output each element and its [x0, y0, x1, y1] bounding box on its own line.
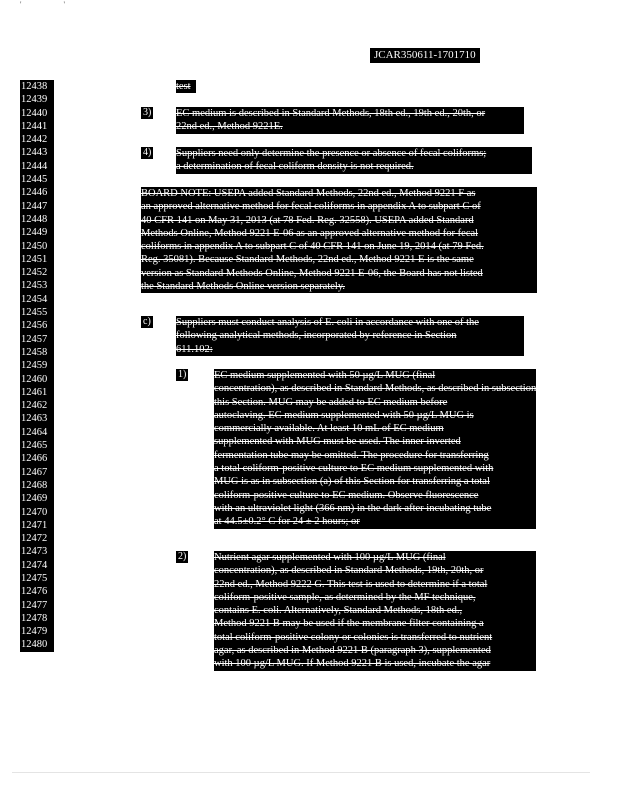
- line-number: 12480: [21, 639, 48, 651]
- line-number: 12472: [21, 533, 48, 545]
- text-line: a determination of fecal coliform density is not required.: [176, 161, 414, 173]
- text-line: coliform-positive culture to EC medium. Observe fluorescence: [214, 489, 479, 501]
- text-line: an approved alternative method for fecal coliforms in appendix A to subpart C of: [141, 201, 481, 213]
- line-number: 12445: [21, 174, 48, 186]
- text-line: Nutrient agar supplemented with 100 µg/L MUG (final: [214, 552, 446, 563]
- line-number-column: [20, 80, 54, 652]
- line-number: 12461: [21, 386, 48, 398]
- text-line: Reg. 35081). Because Standard Methods, 22nd ed., Method 9221 E is the same: [141, 254, 474, 266]
- line-number: 12468: [21, 479, 48, 491]
- line-number: 12477: [21, 599, 48, 611]
- item-marker-c: c): [143, 316, 151, 327]
- text-line: with 100 µg/L MUG. If Method 9221 B is used, incubate the agar: [214, 658, 491, 670]
- text-line: with an ultraviolet light (366 nm) in the dark after incubating tube: [214, 502, 492, 514]
- text-block-item-4: [176, 147, 532, 174]
- text-line: 22nd ed., Method 9222 G. This test is used to determine if a total: [214, 578, 488, 590]
- line-number: 12465: [21, 440, 48, 452]
- text-line: total coliform-positive colony or colonies is transferred to nutrient: [214, 631, 493, 643]
- line-number: 12451: [21, 253, 48, 265]
- line-number: 12466: [21, 453, 48, 465]
- line-number: 12455: [21, 307, 48, 319]
- line-number: 12470: [21, 506, 48, 518]
- board-note-block: [141, 187, 537, 293]
- text-line: Method 9221 B may be used if the membrane filter containing a: [214, 618, 484, 630]
- line-number: 12438: [21, 81, 48, 92]
- text-line: contains E. coli. Alternatively, Standard Methods, 18th ed.,: [214, 605, 463, 617]
- line-number: 12467: [21, 466, 48, 478]
- line-number: 12446: [21, 187, 48, 199]
- text-block-item-2: [214, 551, 536, 671]
- line-number: 12448: [21, 213, 48, 225]
- text-line: commercially available. At least 10 mL of EC medium: [214, 423, 444, 435]
- text-line: coliforms in appendix A to subpart C of 40 CFR 141 on June 19, 2014 (at 79 Fed.: [141, 241, 484, 253]
- text-line: coliform-positive sample, as determined by the MF technique,: [214, 591, 476, 603]
- line-number: 12473: [21, 546, 48, 558]
- text-line: MUG is as in subsection (a) of this Section for transferring a total: [214, 476, 490, 488]
- line-number: 12475: [21, 572, 48, 584]
- line-number: 12441: [21, 120, 48, 132]
- text-line: a total coliform-positive culture to EC medium supplemented with: [214, 463, 494, 475]
- text-line: EC medium supplemented with 50 µg/L MUG (final: [214, 370, 436, 381]
- item-marker-2: 2): [178, 551, 187, 562]
- page-bottom-rule: [12, 772, 590, 773]
- line-number: 12471: [21, 519, 48, 531]
- text-line: concentration), as described in Standard Methods, as described in subsection (b)(1) of: [214, 383, 575, 395]
- text-line: Suppliers must conduct analysis of E. coli in accordance with one of the: [176, 317, 479, 328]
- text-block-test: [176, 80, 196, 93]
- line-number: 12476: [21, 586, 48, 598]
- line-number: 12450: [21, 240, 48, 252]
- text-line: version as Standard Methods Online, Method 9221 E-06, the Board has not listed: [141, 267, 483, 279]
- text-block-item-3: [176, 107, 524, 134]
- line-number: 12440: [21, 107, 48, 119]
- line-number: 12447: [21, 200, 48, 212]
- text-line: 22nd ed., Method 9221E.: [176, 121, 283, 133]
- line-number: 12439: [21, 94, 48, 106]
- line-number: 12456: [21, 320, 48, 332]
- line-number: 12463: [21, 413, 48, 425]
- item-marker-4: 4): [143, 147, 152, 158]
- text-line: following analytical methods, incorporated by reference in Section: [176, 330, 457, 342]
- line-number: 12453: [21, 280, 48, 292]
- text-line: 611.102:: [176, 343, 213, 355]
- text-line: Methods Online, Method 9221 E-06 as an approved alternative method for fecal: [141, 227, 479, 239]
- text-block-item-1: [214, 369, 575, 529]
- line-number: 12469: [21, 493, 48, 505]
- text-line: at 44.5±0.2° C for 24 ± 2 hours; or: [214, 516, 360, 528]
- line-number: 12449: [21, 227, 48, 239]
- item-marker-1: 1): [178, 369, 187, 380]
- text-line: supplemented with MUG must be used. The inner inverted: [214, 436, 461, 448]
- text-line: test: [176, 81, 191, 92]
- text-block-item-c: [176, 316, 524, 356]
- scan-artifact-dots: ' ': [20, 0, 85, 9]
- text-line: concentration), as described in Standard Methods, 19th, 20th, or: [214, 565, 484, 577]
- line-number: 12444: [21, 160, 48, 172]
- text-line: fermentation tube may be omitted. The procedure for transferring: [214, 449, 489, 461]
- line-number: 12459: [21, 360, 48, 372]
- text-line: BOARD NOTE: USEPA added Standard Methods, 22nd ed., Method 9221 F as: [141, 188, 476, 199]
- line-number: 12442: [21, 134, 48, 146]
- line-number: 12458: [21, 346, 48, 358]
- text-line: this Section. MUG may be added to EC medium before: [214, 396, 448, 408]
- text-line: the Standard Methods Online version separately.: [141, 281, 346, 293]
- text-line: autoclaving. EC medium supplemented with 50 µg/L MUG is: [214, 409, 474, 421]
- line-number: 12443: [21, 147, 48, 159]
- line-number: 12464: [21, 426, 48, 438]
- line-number: 12452: [21, 267, 48, 279]
- document-code: JCAR350611-1701710: [370, 48, 480, 63]
- line-number: 12460: [21, 373, 48, 385]
- text-line: EC medium is described in Standard Methods, 18th ed., 19th ed., 20th, or: [176, 108, 486, 119]
- item-marker-3: 3): [143, 107, 152, 118]
- line-number: 12479: [21, 626, 48, 638]
- line-number: 12454: [21, 293, 48, 305]
- line-number: 12457: [21, 333, 48, 345]
- line-number: 12478: [21, 612, 48, 624]
- text-line: 40 CFR 141 on May 31, 2013 (at 78 Fed. Reg. 32558). USEPA added Standard: [141, 214, 474, 226]
- text-line: Suppliers need only determine the presence or absence of fecal coliforms;: [176, 148, 487, 159]
- text-line: agar, as described in Method 9221 B (paragraph 3), supplemented: [214, 645, 491, 657]
- line-number: 12462: [21, 400, 48, 412]
- line-number: 12474: [21, 559, 48, 571]
